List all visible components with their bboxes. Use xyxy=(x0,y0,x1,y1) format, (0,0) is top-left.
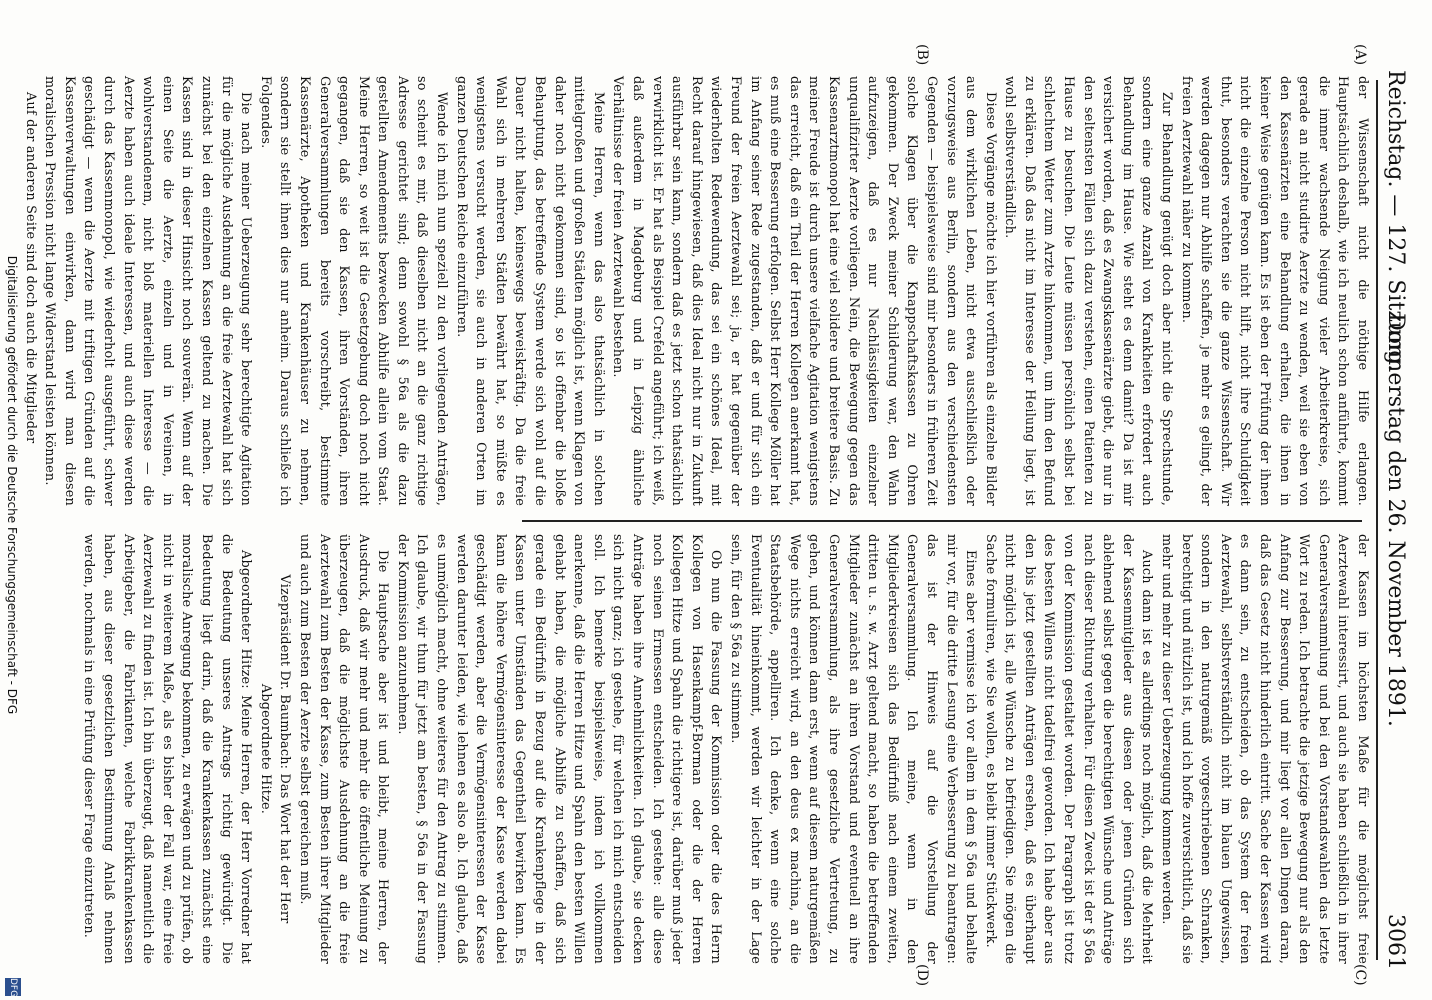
left-column xyxy=(22,76,1372,506)
page-header xyxy=(1378,70,1408,970)
dfg-logo: DFG xyxy=(5,978,21,996)
speaker-hitze: Abgeordneter Hitze: Meine Herren, der Herr Vorredner hat die Bedeutung unseres Antrags richtig gewürdigt. Die Bedeutung liegt darin, daß die Krankenkassen zunächst eine moralische Anregung bekommen, zu erwägen und zu prüfen, ob nicht in weiterem Maße, als es bisher der Fall war, eine freie Aerztewahl zu finden ist. Ich bin überzeugt, daß namentlich die Arbeitgeber, die Fabrikanten, welche Fabrikkrankenkassen haben, aus dieser gesetzlichen Bestimmung Anlaß nehmen werden, nochmals in eine Prüfung dieser Frage einzutreten. xyxy=(81,534,254,964)
paragraph: Auch dann ist es allerdings noch möglich, daß die Mehrheit der Kassenmitglieder aus diesen oder jenen Gründen sich ablehnend selbst gegen die berechtigten Wünsche und Anträge nach dieser Richtung verhalten. Für diesen Zweck ist der § 56a von der Kommission gestaltet worden. Der Paragraph ist trotz des besten Willens nicht tadelfrei geworden. Ich habe aber aus den bis jetzt gestellten Anträgen ersehen, daß es überhaupt nicht möglich ist, alle Wünsche zu befriedigen. Sie mögen die Sache formuliren, wie Sie wollen, es bleibt immer Stückwerk. xyxy=(982,534,1155,964)
paragraph: Die nach meiner Ueberzeugung sehr berechtigte Agitation für die mögliche Ausdehnung an die freie Aerztewahl hat sich zunächst bei den einzelnen Kassen geltend zu machen. Die Kassen sind in dieser Hinsicht noch souverän. Wenn auf der einen Seite die Aerzte, einzeln und in Vereinen, in wohlverstandenem, nicht bloß materiellen Interesse — die Aerzte haben auch ideale Interessen, und auch diese werden durch das Kassenmonopol, wie wiederholt ausgeführt, schwer geschädigt — wenn die Aerzte mit triftigen Gründen auf die Kassenverwaltungen einwirken, dann wird man diesen moralischen Pression nicht lange Widerstand leisten können. xyxy=(42,76,254,506)
paragraph: der Kassen im höchsten Maße für die möglichst freie Aerztewahl interessirt, und auch sie haben schließlich in ihrer Generalversammlung und bei den Vorstandswahlen das letzte Wort zu reden. Ich betrachte die jetzige Bewegung nur als den Anfang zur Besserung, und mir liegt vor allen Dingen daran, daß das Gesetz nicht hinderlich eintritt. Sache der Kassen wird es dann sein, zu entscheiden, ob das System der freien Aerztewahl, selbstverständlich nicht im blauen Ungewissen, sondern in den naturgemäß vorgeschriebenen Schranken, berechtigt und nützlich ist, und ich hoffe zuversichtlich, daß sie mehr und mehr zu dieser Ueberzeugung kommen werden. xyxy=(1159,534,1370,964)
paragraph: Ob nun die Fassung der Kommission oder die des Herrn Kollegen von Hasenkampf-Borman oder die der Herren Kollegen Hitze und Spahn die richtigere ist, darüber muß jeder noch seinen Ermessen entscheiden. Ich gestehe: alle diese Anträge haben ihre Annehmlichkeiten. Ich glaube, sie decken sich nicht ganz; ich gestehe, für welchen ich mich entscheiden soll. Ich bemerke beispielsweise, indem ich vollkommen anerkenne, daß die Herren Hitze und Spahn den besten Willen gehabt haben, die mögliche Abhilfe zu schaffen, daß sich gerade ein Bedürfniß in Bezug auf die Krankenpflege in der Kassen unter Umständen das Gegentheil bewirken kann. Es kann die höhere Vermögensinteresse der Kasse werden dabei geschädigt werden, aber die Vermögensinteressen der Kasse werden darunter leiden, wie lehnen es also ab. Ich glaube, daß es unmöglich macht, ohne weiteres für den Antrag zu stimmen. Ich glaube, wir thun für jetzt am besten, § 56a in der Fassung der Kommission anzunehmen. xyxy=(394,534,724,964)
header-session: Reichstag. — 127. Sitzung. xyxy=(1383,70,1408,372)
paragraph: Die Hauptsache aber ist und bleibt, meine Herren, der Ausdruck, daß wir mehr und mehr die öffentliche Meinung zu überzeugen, daß die möglichste Ausdehnung an die freie Aerztewahl zum Besten der Kasse, zum Besten ihrer Mitglieder und auch zum Besten der Aerzte selbst gereichen muß. xyxy=(296,534,391,964)
header-page-number: 3061 xyxy=(1383,914,1408,970)
column-divider xyxy=(522,520,1362,522)
margin-mark-c: (C) xyxy=(1352,964,1368,986)
paragraph: Wende ich mich nun speziell zu den vorliegenden Anträgen, so scheint es mir, daß dieselben nicht an die ganz richtige Adresse gerichtet sind; denn sowohl § 56a als die dazu gestellten Amendements bezwecken Abhilfe allein vom Staat. Meine Herren, so weit ist die Gesetzgebung doch noch nicht gegangen, daß sie den Kassen, ihren Vorständen, ihren Generalversammlungen bereits vorschreibt, bestimmte Kassenärzte, Apotheken und Krankenhäuser zu nehmen, sondern sie stellt ihnen dies nur anheim. Daraus schließe ich Folgendes. xyxy=(257,76,450,506)
header-rule xyxy=(1376,80,1378,960)
paragraph: Meine Herren, wenn das also thatsächlich in solchen mittelgroßen und großen Städten möglich ist, wenn Klagen von daher noch nicht gekommen sind, so ist offenbar die bloße Behauptung, das betreffende System werde sich wohl auf die Dauer nicht halten, keineswegs beweiskräftig. Da die freie Wahl sich in mehreren Städten bewährt hat, so müßte es wenigstens versucht werden, sie auch in anderen Orten im ganzen Deutschen Reiche einzuführen. xyxy=(453,76,606,506)
paragraph: Auf der anderen Seite sind doch auch die Mitglieder xyxy=(22,92,38,444)
margin-mark-b: (B) xyxy=(914,44,930,66)
right-column xyxy=(81,534,1372,964)
paragraph: Zur Behandlung genügt doch aber nicht die Sprechstunde, sondern eine ganze Anzahl von Krankheiten erfordert auch Behandlung im Hause. Wie steht es denn damit? Da ist mir versichert worden, daß es Zwangskassenärzte giebt, die nur in den seltensten Fällen sich dazu verstehen, einen Patienten zu Hause zu besuchen. Die Leute müssen persönlich selbst bei schlechtem Wetter zum Arzte hinkommen, um ihm den Befund zu erklären. Daß das nicht im Interesse der Heilung liegt, ist wohl selbstverständlich. xyxy=(1002,76,1175,506)
paragraph: Diese Vorgänge möchte ich hier vorführen als einzelne Bilder aus dem wirklichen Leben, nicht etwa ausschließlich oder vorzugsweise aus Berlin, sondern aus den verschiedensten Gegenden — beispielsweise sind mir besonders in früheren Zeit solche Klagen über die Knappschaftskassen zu Ohren gekommen. Der Zweck meiner Schilderung war, den Wahn aufzuzeigen, daß es nur Nachlässigkeiten einzelner unqualifizirter Aerzte vorliegen. Nein, die Bewegung gegen das Kassenarztmonopol hat eine viel solidere und breitere Basis. Zu meiner Freude ist durch unsere vielfache Agitation wenigstens das erreicht, daß ein Theil der Herren Kollegen anerkannt hat, es muß eine Besserung erfolgen. Selbst Herr Kollege Möller hat im Anfang seiner Rede zugestanden, daß er und für sich ein Freund der freien Aerztewahl sei; ja, er hat gegenüber der wiederholten Redewendung, das sei ein schönes Ideal, mit Recht darauf hingewiesen, daß dies Ideal nicht nur in Zukunft ausführbar sein kann, sondern daß es jetzt schon thatsächlich verwirklicht ist. Er hat als Beispiel Crefeld angeführt; ich weiß, daß außerdem in Magdeburg und in Leipzig ähnliche Verhältnisse der freien Aerztewahl bestehen. xyxy=(610,76,998,506)
margin-mark-a: (A) xyxy=(1352,44,1368,66)
margin-mark-d: (D) xyxy=(914,964,930,987)
paragraph: Eines aber vermisse ich vor allem in dem § 56a und behalte mir vor, für die dritte Lesung eine Verbesserung zu beantragen: das ist der Hinweis auf die Vorstellung der Generalversammlung. Ich meine, wenn in den Mitgliederkreisen sich das Bedürfniß nach einem zweiten, dritten u. s. w. Arzt geltend macht, so haben die betreffenden Mitglieder zunächst an ihren Vorstand und eventuell an ihre Generalversammlung, als ihre gesetzliche Vertretung, zu gehen, und können dann erst, wenn auf diesem naturgemäßen Wege nichts erreicht wird, an den deus ex machina, an die Staatsbehörde, appelliren. Ich denke, wenn eine solche Eventualität hineinkommt, werden wir leichter in der Lage sein, für den § 56a zu stimmen. xyxy=(728,534,979,964)
digitization-footer xyxy=(0,0,22,1000)
speaker-vice-president: Vizepräsident Dr. Baumbach: Das Wort hat der Herr Abgeordnete Hitze. xyxy=(257,574,293,924)
paragraph: der Wissenschaft nicht die nöthige Hilfe erlangen. Hauptsächlich deshalb, wie ich neulich schon anführte, kommt die immer wachsende Neigung vieler Arbeiterkreise, sich gerade an nicht studirte Aerzte zu wenden, weil sie eben von den Kassenärzten eine Behandlung erhalten, die ihnen in keiner Weise genügen kann. Es ist eben der Prüfung der ihnen nicht die einzelne Person nicht hilft, nicht ihre Schuldigkeit thut, besonders verachten sie die ganze Wissenschaft. Wir werden dagegen nur Abhilfe schaffen, je mehr es gelingt, der freien Aerztewahl näher zu kommen. xyxy=(1178,76,1370,506)
header-date: Donnerstag den 26. November 1891. xyxy=(1383,313,1408,727)
footer-credit: Digitalisierung gefördert durch die Deutsche Forschungsgemeinschaft - DFG xyxy=(5,255,19,715)
